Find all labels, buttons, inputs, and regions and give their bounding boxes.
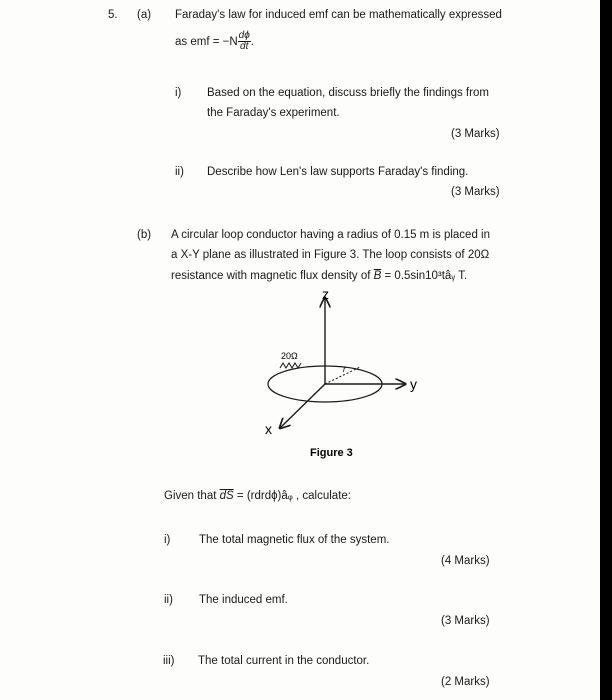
part-b-ii-text: The induced emf.	[199, 594, 288, 606]
figure-caption: Figure 3	[310, 447, 353, 459]
flux-density-vector: $\overline{B}$	[373, 270, 382, 282]
part-b-i-label: i)	[164, 534, 171, 546]
part-b-i-marks: (4 Marks)	[441, 555, 490, 567]
part-b-iii-label: iii)	[163, 655, 175, 667]
given-suffix: = (rdrdϕ)âᵩ , calculate:	[236, 490, 351, 502]
resistor-symbol	[280, 363, 301, 368]
z-axis-label: z	[322, 288, 329, 302]
x-axis	[280, 384, 325, 428]
part-b-line1: A circular loop conductor having a radius of 0.15 m is placed in	[171, 229, 490, 241]
part-a-ii-label: ii)	[175, 166, 184, 178]
part-b-ii-marks: (3 Marks)	[441, 615, 490, 627]
part-a-label: (a)	[137, 9, 152, 21]
fraction-denominator: dt	[240, 41, 249, 53]
resistor-label: 20Ω	[281, 351, 298, 361]
question-number: 5.	[108, 9, 118, 21]
part-a-ii-line1: Describe how Len's law supports Faraday's finding.	[207, 166, 469, 178]
part-b-iii-text: The total current in the conductor.	[198, 655, 370, 667]
line3-prefix: resistance with magnetic flux density of	[171, 270, 371, 282]
part-a-ii-marks: (3 Marks)	[451, 186, 500, 198]
ds-vector: $\overline{dS}$	[219, 490, 234, 502]
faraday-equation: as emf = −N $\frac{d\phi}{dt}$ .	[175, 30, 254, 53]
equation-prefix: as emf = −N	[175, 36, 238, 48]
part-b-ii-label: ii)	[164, 594, 173, 606]
x-axis-label: x	[265, 421, 272, 437]
part-b-line2: a X-Y plane as illustrated in Figure 3. The loop consists of 20Ω	[171, 249, 490, 261]
part-a-i-marks: (3 Marks)	[451, 128, 500, 140]
fraction-numerator: dϕ	[238, 30, 250, 42]
part-b-i-text: The total magnetic flux of the system.	[199, 534, 390, 546]
part-a-i-label: i)	[175, 87, 182, 99]
part-b-label: (b)	[137, 229, 152, 241]
given-line	[164, 489, 351, 503]
part-a-intro-line1: Faraday's law for induced emf can be mathematically expressed	[175, 9, 502, 21]
part-b-line3	[171, 269, 467, 283]
given-prefix: Given that	[164, 490, 217, 502]
figure-3-diagram	[240, 288, 440, 463]
part-a-i-line1: Based on the equation, discuss briefly the findings from	[207, 87, 489, 99]
line3-suffix: = 0.5sin10³tâᵧ T.	[384, 270, 468, 282]
equation-fraction	[238, 31, 251, 52]
part-b-iii-marks: (2 Marks)	[441, 676, 490, 688]
y-axis-label: y	[410, 376, 417, 392]
part-a-i-line2: the Faraday's experiment.	[207, 107, 340, 119]
radius-label: r	[343, 365, 346, 374]
